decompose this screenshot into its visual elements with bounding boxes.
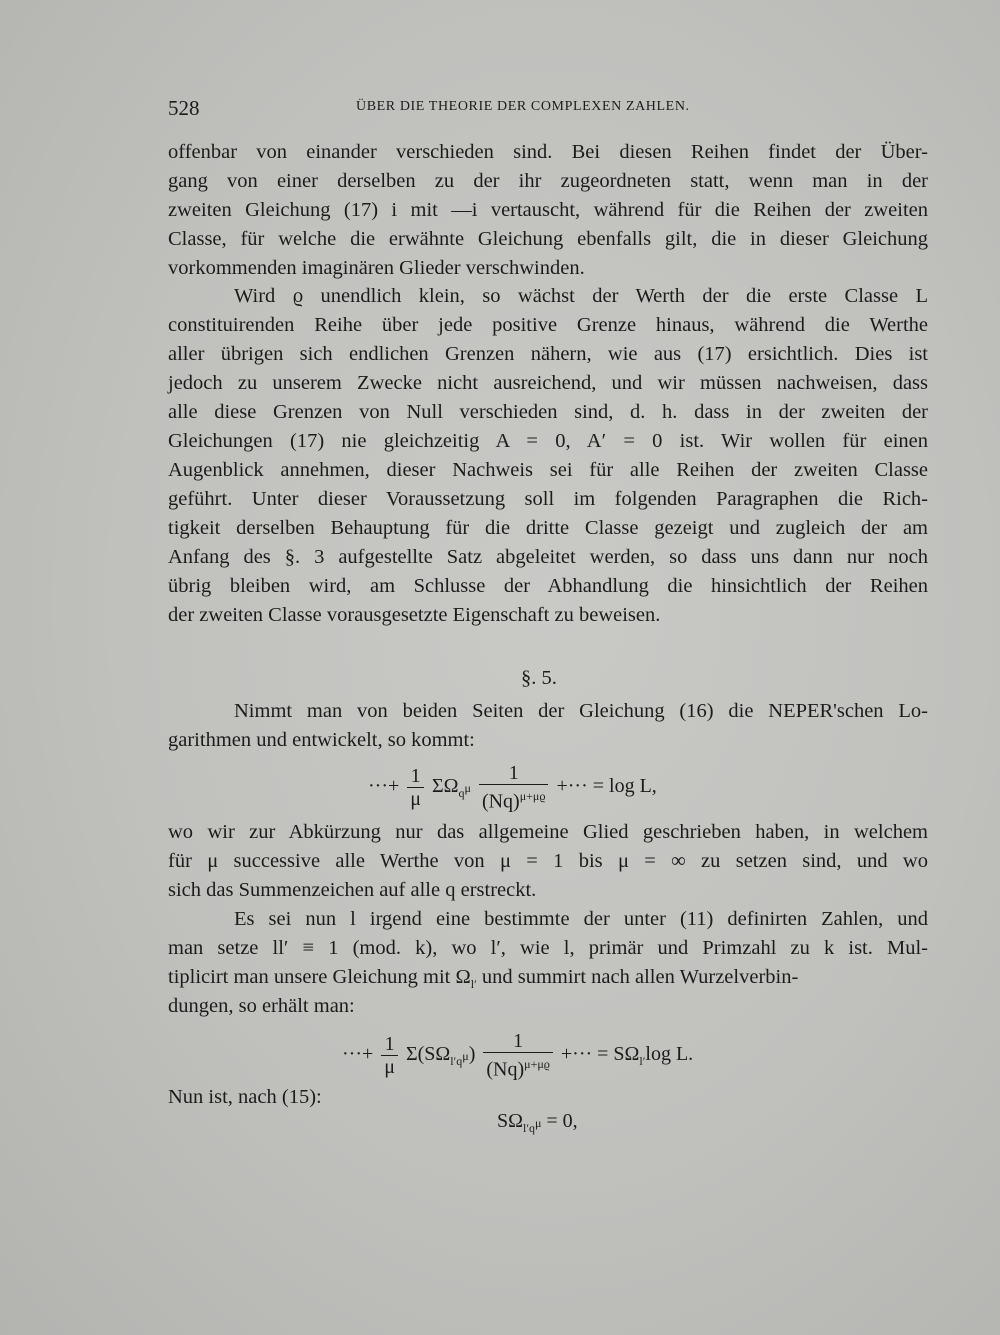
page-header: [168, 96, 928, 126]
text-line: man setze ll′ ≡ 1 (mod. k), wo l′, wie l, primär und Primzahl zu k ist. Mul-: [168, 937, 928, 959]
text-line: offenbar von einander verschieden sind. Bei diesen Reihen findet der Über-: [168, 141, 928, 163]
text-line: vorkommenden imaginären Glieder verschwinden.: [168, 257, 585, 279]
sum-symbol: Σ(SΩ: [406, 1042, 451, 1065]
equation-3: $S\Omega_{l'q^\mu} = 0$,: [497, 1110, 578, 1135]
text-line: Nimmt man von beiden Seiten der Gleichung (16) die NEPER'schen Lo-: [234, 700, 928, 722]
text-line: Classe, für welche die erwähnte Gleichung ebenfalls gilt, die in dieser Gleichung: [168, 228, 928, 250]
text-line: constituirenden Reihe über jede positive Grenze hinaus, während die Werthe: [168, 314, 928, 336]
text-line: tiplicirt man unsere Gleichung mit $\Omega_{l'}$ und summirt nach allen Wurzelverbin-: [168, 966, 799, 992]
text-line: tigkeit derselben Behauptung für die dritte Classe gezeigt und zugleich der am: [168, 517, 928, 539]
section-heading: §. 5.: [521, 667, 557, 689]
running-title: ÜBER DIE THEORIE DER COMPLEXEN ZAHLEN.: [356, 99, 690, 114]
equation-tail: +··· = SΩ: [560, 1042, 640, 1065]
text-line: Anfang des §. 3 aufgestellte Satz abgeleitet werden, so dass uns dann nur noch: [168, 546, 928, 568]
fraction-numerator: 1: [483, 1030, 553, 1053]
page-number: 528: [168, 96, 200, 120]
text-line: übrig bleiben wird, am Schlusse der Abhandlung die hinsichtlich der Reihen: [168, 575, 928, 597]
text-line: dungen, so erhält man:: [168, 995, 355, 1017]
equation-1: [368, 762, 657, 813]
fraction-denominator: μ: [384, 1055, 395, 1078]
fraction: [483, 1030, 553, 1081]
text-line: der zweiten Classe vorausgesetzte Eigenschaft zu beweisen.: [168, 604, 661, 626]
text-line: alle diese Grenzen von Null verschieden sind, d. h. dass in der zweiten der: [168, 401, 928, 423]
equation-lead: ···+: [342, 1042, 374, 1065]
text-line: für μ successive alle Werthe von μ = 1 bis μ = ∞ zu setzen sind, und wo: [168, 850, 928, 872]
text-line: Augenblick annehmen, dieser Nachweis sei für alle Reihen der zweiten Classe: [168, 459, 928, 481]
equation-tail: +··· = log L,: [556, 774, 657, 797]
text-line: Nun ist, nach (15):: [168, 1086, 322, 1108]
fraction: [381, 1033, 398, 1078]
equation-2: ···+ $\frac{1}{\mu}$ $\Sigma(S\Omega_{l'q^\mu})$ $\frac{1}{(Nq)^{\mu+\mu ϱ}}$ +··· = $S\Omega_{l'}\log$ L.: [342, 1030, 694, 1081]
text-line: wo wir zur Abkürzung nur das allgemeine Glied geschrieben haben, in welchem: [168, 821, 928, 843]
fraction-denominator: $(Nq)^{\mu+\mu ϱ}$: [486, 1057, 550, 1081]
sum-symbol: ΣΩ: [432, 774, 459, 797]
text-line: Gleichungen (17) nie gleichzeitig A = 0, A′ = 0 ist. Wir wollen für einen: [168, 430, 928, 452]
subscript: qμ: [458, 780, 471, 800]
text-line: aller übrigen sich endlichen Grenzen nähern, wie aus (17) ersichtlich. Dies ist: [168, 343, 928, 365]
text-line: garithmen und entwickelt, so kommt:: [168, 729, 475, 751]
fraction: [479, 762, 549, 813]
fraction-numerator: 1: [407, 765, 424, 788]
text-line: zweiten Gleichung (17) i mit —i vertauscht, während für die Reihen der zweiten: [168, 199, 928, 221]
text-line: jedoch zu unserem Zwecke nicht ausreichend, und wir müssen nachweisen, dass: [168, 372, 928, 394]
text-line: Wird ϱ unendlich klein, so wächst der Werth der die erste Classe L: [234, 285, 928, 307]
fraction-numerator: 1: [381, 1033, 398, 1056]
equation-lead: ···+: [368, 774, 400, 797]
fraction-numerator: 1: [479, 762, 549, 785]
fraction: [407, 765, 424, 810]
text-line: sich das Summenzeichen auf alle q erstreckt.: [168, 879, 537, 901]
text-line: geführt. Unter dieser Voraussetzung soll im folgenden Paragraphen die Rich-: [168, 488, 928, 510]
fraction-denominator: μ: [410, 787, 421, 810]
text-line: Es sei nun l irgend eine bestimmte der unter (11) definirten Zahlen, und: [234, 908, 928, 930]
fraction-denominator: $(Nq)^{\mu+\mu ϱ}$: [481, 789, 546, 813]
text-line: gang von einer derselben zu der ihr zugeordneten statt, wenn man in der: [168, 170, 928, 192]
